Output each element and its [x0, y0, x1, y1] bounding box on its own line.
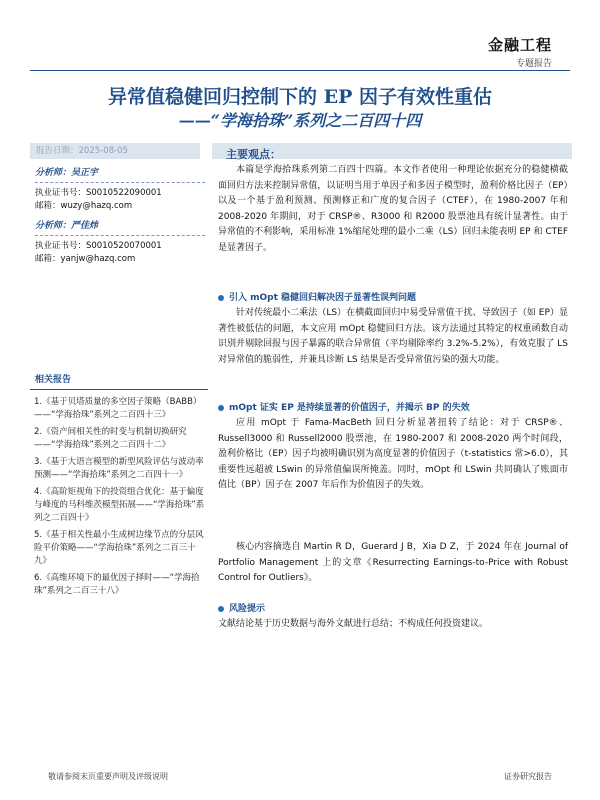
- related-item: 4.《高阶矩视角下的投资组合优化：基于偏度与峰度的马科维茨模型拓展——“学海拾珠”系列之二百四十》: [34, 487, 205, 523]
- analyst-cert: 执业证书号：S0010520070001: [35, 241, 162, 251]
- divider: [35, 182, 205, 184]
- section-heading: [218, 290, 568, 303]
- brand-title: 金融工程: [487, 36, 552, 54]
- divider: [35, 235, 205, 237]
- intro-paragraph: 本篇是学海拾珠系列第二百四十四篇。本文作者使用一种理论依据充分的稳健横截面回归方法来控制异常值，以证明当用于单因子和多因子模型时，盈利价格比因子（EP）以及一个基于盈利预测、预测修正和广度的复合因子（CTEF），在 1980-2007 年和 2008-2020 年期间，对于 CRSP®、R3000 和 R2000 股票池具有统计显著性。由于异常值的不利影响，采用标准 1%缩尾处理的最小二乘（LS）回归未能表明 EP 和 CTEF 是显著因子。: [218, 165, 568, 253]
- related-reports: [30, 372, 208, 602]
- bullet-icon: [218, 405, 224, 411]
- report-title: 异常值稳健回归控制下的 EP 因子有效性重估: [108, 86, 492, 108]
- bullet-icon: [218, 295, 224, 301]
- analyst-label: 分析师：: [35, 168, 72, 178]
- related-heading: 相关报告: [35, 375, 72, 385]
- analyst-email: 邮箱：wuzy@hazq.com: [35, 201, 133, 211]
- analyst-email: 邮箱：yanjw@hazq.com: [35, 254, 136, 264]
- key-points-header: [212, 143, 572, 159]
- bullet-icon: [218, 606, 224, 612]
- section-heading: [218, 400, 568, 413]
- section-body: 应用 mOpt 于 Fama-MacBeth 回归分析显著扭转了结论：对于 CRSP®、Russell3000 和 Russell2000 股票池，在 1980-2007 和 2008-2020 两个时间段，盈利价格比（EP）因子均被明确识别为高度显著的价值因子（t-statistics 常>6.0），其重要性远超被 LSwin 的异常值偏误所掩盖。同时，mOpt 和 LSwin 共同确认了账面市值比（BP）因子在 2007 年后作为价值因子的失效。: [218, 418, 568, 490]
- report-subtitle: ——“学海拾珠”系列之二百四十四: [178, 111, 422, 130]
- analyst-block: [35, 220, 205, 266]
- footer-disclaimer: 敬请参阅末页重要声明及评级说明: [48, 772, 168, 781]
- related-item: 5.《基于相关性最小生成树边缘节点的分层风险平价策略——“学海拾珠”系列之二百三十九》: [34, 530, 204, 566]
- key-points-title: 主要观点：: [226, 148, 281, 161]
- report-date: 报告日期：2025-08-05: [30, 143, 200, 159]
- section-body: 针对传统最小二乘法（LS）在横截面回归中易受异常值干扰、导致因子（如 EP）显著性被低估的问题，本文应用 mOpt 稳健回归方法。该方法通过其特定的权重函数自动识别并剔除回报与因子暴露的联合异常值（平均剔除率约 3.2%-5.2%），有效克服了 LS 对异常值的脆弱性，并兼具诊断 LS 结果是否受异常值污染的强大功能。: [218, 308, 568, 365]
- risk-title: 风险提示: [229, 604, 266, 614]
- header-divider: [30, 70, 570, 71]
- report-type: 专题报告: [515, 59, 552, 69]
- analyst-cert: 执业证书号：S0010522090001: [35, 188, 162, 198]
- divider: [30, 389, 208, 390]
- section-title: mOpt 证实 EP 是持续显著的价值因子，并揭示 BP 的失效: [229, 403, 470, 413]
- risk-heading: [218, 601, 568, 614]
- related-item: 6.《高维环境下的最优因子择时——“学海拾珠”系列之二百三十八》: [34, 573, 200, 596]
- analyst-name: 吴正宇: [71, 168, 99, 178]
- analyst-block: [35, 167, 205, 213]
- footer-label: 证券研究报告: [504, 772, 552, 781]
- analyst-name: 严佳炜: [71, 221, 99, 231]
- section-title: 引入 mOpt 稳健回归解决因子显著性误判问题: [229, 293, 417, 303]
- risk-body: 文献结论基于历史数据与海外文献进行总结；不构成任何投资建议。: [218, 619, 489, 629]
- related-item: 3.《基于大语言模型的新型风险评估与波动率预测——“学海拾珠”系列之二百四十一》: [34, 457, 204, 480]
- related-item: 1.《基于贝塔质量的多空因子策略（BABB）——“学海拾珠”系列之二百四十三》: [34, 397, 202, 420]
- related-item: 2.《资产间相关性的时变与机制切换研究——“学海拾珠”系列之二百四十二》: [34, 427, 187, 450]
- analyst-label: 分析师：: [35, 221, 72, 231]
- source-note: 核心内容摘选自 Martin R D，Guerard J B，Xia D Z，于 2024 年在 Journal of Portfolio Management 上的文章《Resurrecting Earnings-to-Price with Robust Control for Outliers》。: [218, 542, 568, 583]
